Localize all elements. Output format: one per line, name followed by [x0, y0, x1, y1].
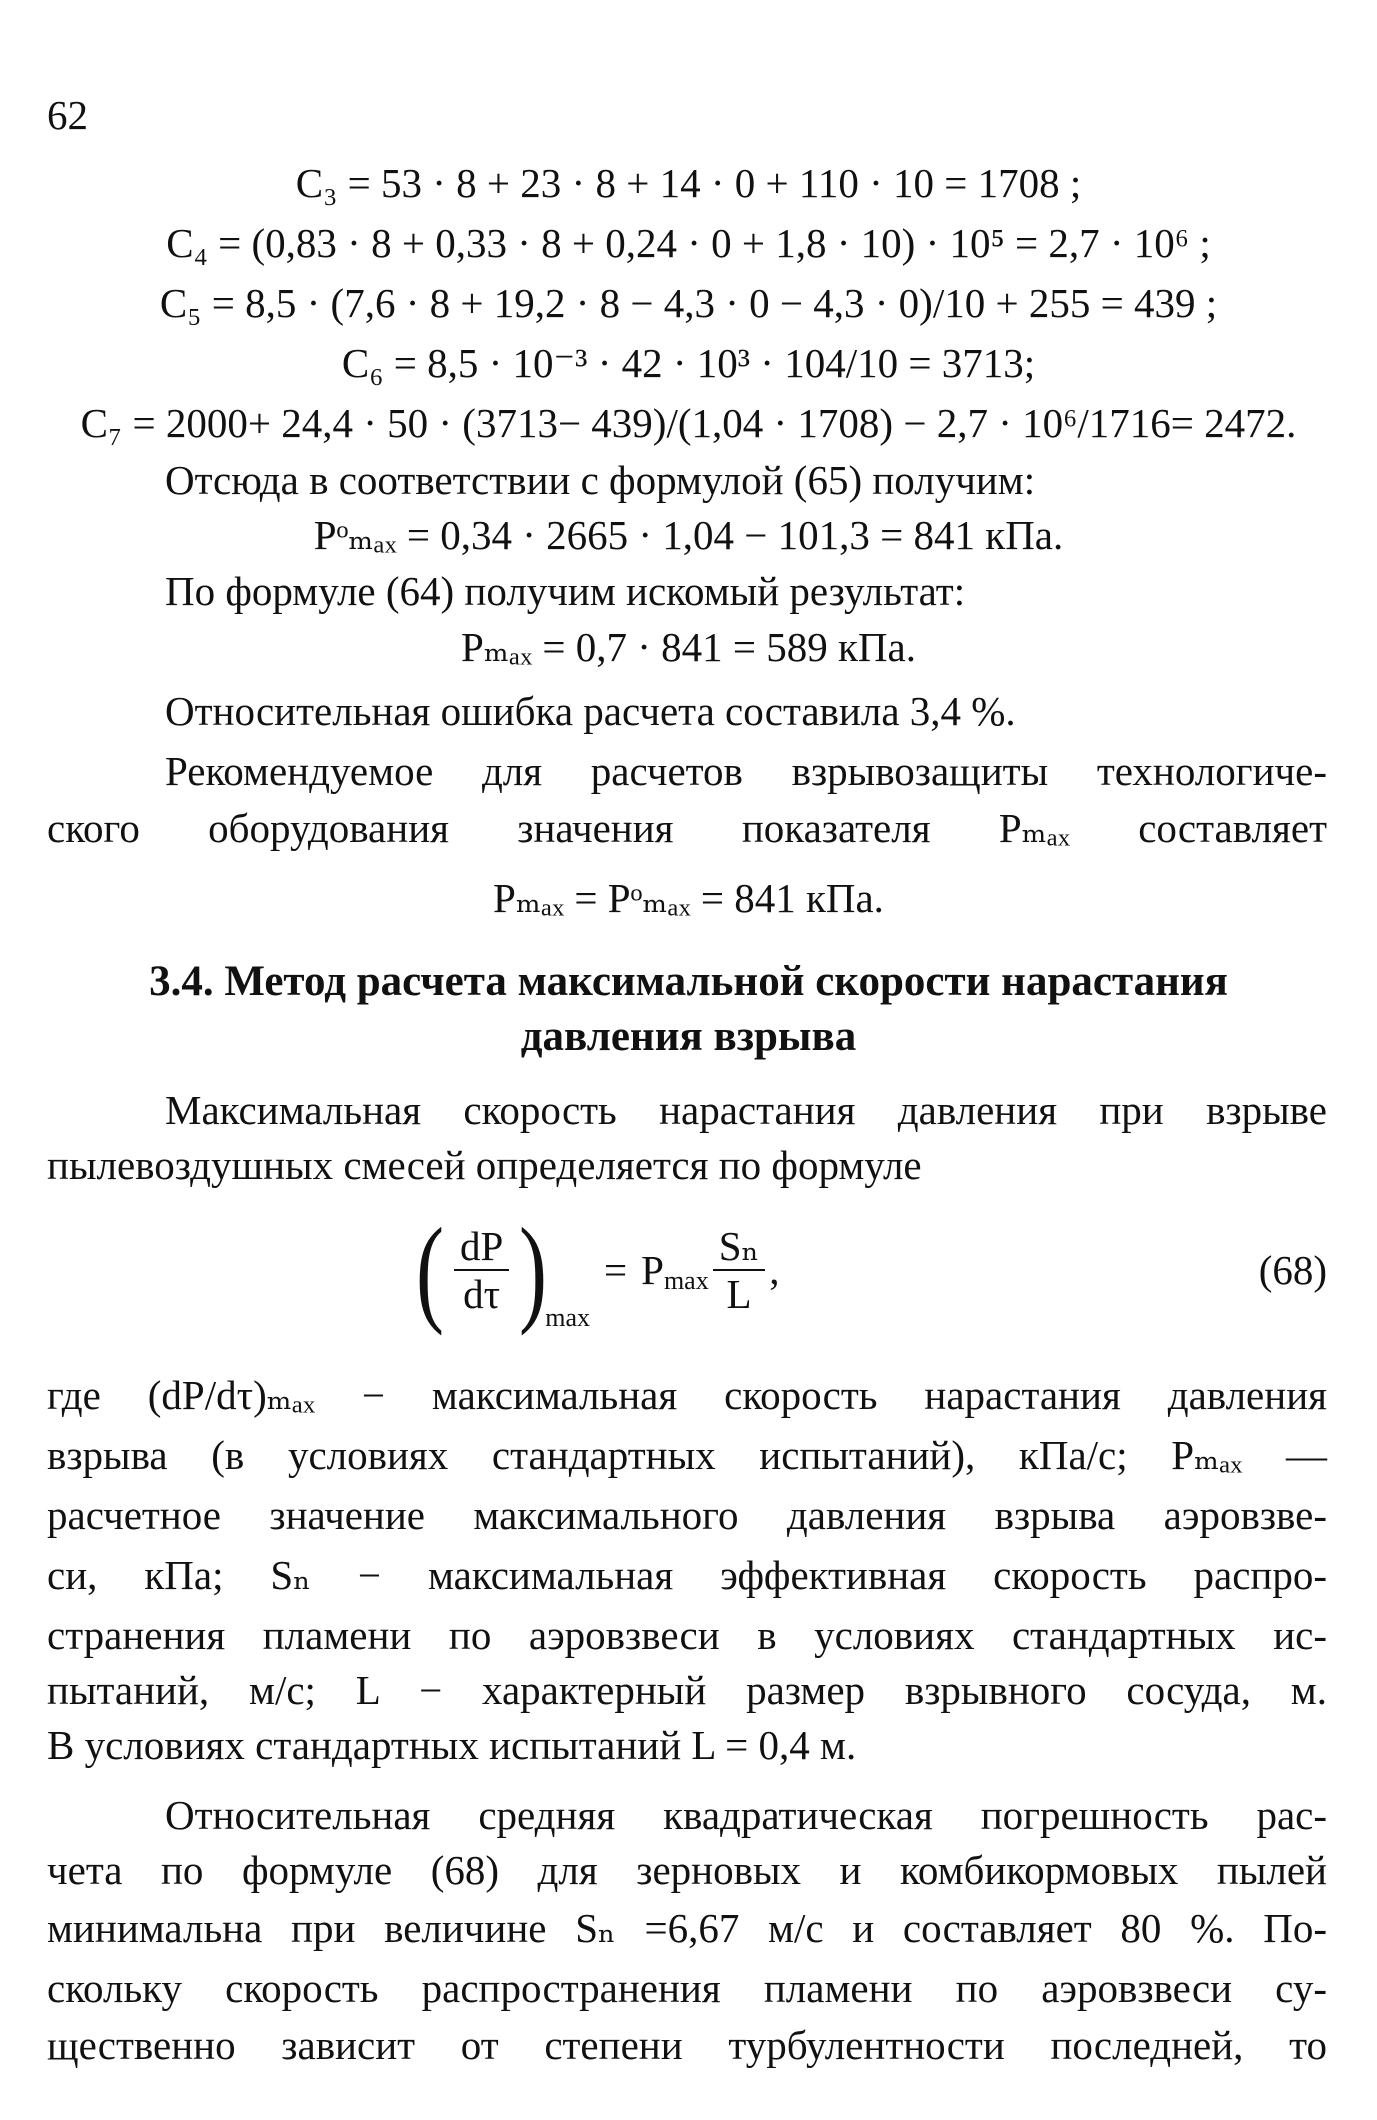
- paragraph-line: Максимальная скорость нарастания давления при взрыве: [165, 1087, 1327, 1133]
- equation-c3: C₃ = 53 · 8 + 23 · 8 + 14 · 0 + 110 · 10 = 1708 ;: [295, 160, 1082, 206]
- paragraph-line: взрыва (в условиях стандартных испытаний), кПа/с; Pₘₐₓ —: [47, 1432, 1327, 1478]
- page-number: 62: [47, 92, 88, 138]
- section-heading-cont: давления взрыва: [520, 1013, 857, 1060]
- paragraph-line: Относительная ошибка расчета составила 3,4 %.: [165, 688, 1016, 734]
- paragraph-line: где (dP/dτ)ₘₐₓ − максимальная скорость нарастания давления: [47, 1372, 1327, 1418]
- paragraph-line: пылевоздушных смесей определяется по формуле: [47, 1142, 922, 1188]
- equation-pmax-recommended: Pₘₐₓ = Pᵒₘₐₓ = 841 кПа.: [493, 875, 884, 921]
- paragraph-line: ского оборудования значения показателя Pₘₐₓ составляет: [47, 805, 1327, 851]
- right-paren: ): [519, 1203, 548, 1336]
- paragraph-line: си, кПа; Sₙ − максимальная эффективная скорость распро-: [47, 1552, 1327, 1598]
- equation-c4: C₄ = (0,83 · 8 + 0,33 · 8 + 0,24 · 0 + 1,8 · 10) · 10⁵ = 2,7 · 10⁶ ;: [166, 220, 1211, 266]
- paragraph-line: странения пламени по аэровзвеси в условиях стандартных ис-: [47, 1612, 1327, 1658]
- paragraph-line: щественно зависит от степени турбулентности последней, то: [47, 2022, 1327, 2068]
- equation-c7: C₇ = 2000+ 24,4 · 50 · (3713− 439)/(1,04 · 1708) − 2,7 · 10⁶/1716= 2472.: [80, 400, 1297, 446]
- left-paren: (: [415, 1203, 444, 1336]
- equation-pmax: Pₘₐₓ = 0,7 · 841 = 589 кПа.: [461, 624, 916, 670]
- equation-number: (68): [1258, 1247, 1327, 1293]
- paragraph-line: Рекомендуемое для расчетов взрывозащиты технологиче-: [165, 748, 1327, 794]
- paragraph-line: Относительная средняя квадратическая погрешность рас-: [165, 1792, 1327, 1838]
- formula-68: ( $\frac{dP}{d\tau}$ ) max = P max $\frac{\text{Sₙ}}{L}$ , (68): [415, 1203, 1327, 1336]
- paragraph-line: расчетное значение максимального давления взрыва аэровзве-: [47, 1492, 1327, 1538]
- fraction-dp-dtau: $\frac{dP}{d\tau}$: [454, 1223, 509, 1317]
- equation-pmax0: Pᵒₘₐₓ = 0,34 · 2665 · 1,04 − 101,3 = 841 кПа.: [313, 512, 1064, 558]
- paragraph-line: По формуле (64) получим искомый результат:: [165, 568, 966, 614]
- paragraph-line: Отсюда в соответствии с формулой (65) получим:: [165, 457, 1036, 503]
- paragraph-line: В условиях стандартных испытаний L = 0,4 м.: [47, 1722, 857, 1768]
- equation-c6: C₆ = 8,5 · 10⁻³ · 42 · 10³ · 104/10 = 3713;: [341, 340, 1036, 386]
- fraction-sn-l: $\frac{\text{Sₙ}}{L}$: [713, 1223, 766, 1317]
- paragraph-line: скольку скорость распространения пламени по аэровзвеси су-: [47, 1965, 1327, 2011]
- paragraph-line: минимальна при величине Sₙ =6,67 м/с и составляет 80 %. По-: [47, 1905, 1327, 1951]
- paragraph-line: чета по формуле (68) для зерновых и комбикормовых пылей: [47, 1847, 1327, 1893]
- section-heading: 3.4. Метод расчета максимальной скорости нарастания: [149, 958, 1228, 1005]
- equation-c5: C₅ = 8,5 · (7,6 · 8 + 19,2 · 8 − 4,3 · 0 − 4,3 · 0)/10 + 255 = 439 ;: [159, 280, 1218, 326]
- paragraph-line: пытаний, м/с; L − характерный размер взрывного сосуда, м.: [47, 1667, 1327, 1713]
